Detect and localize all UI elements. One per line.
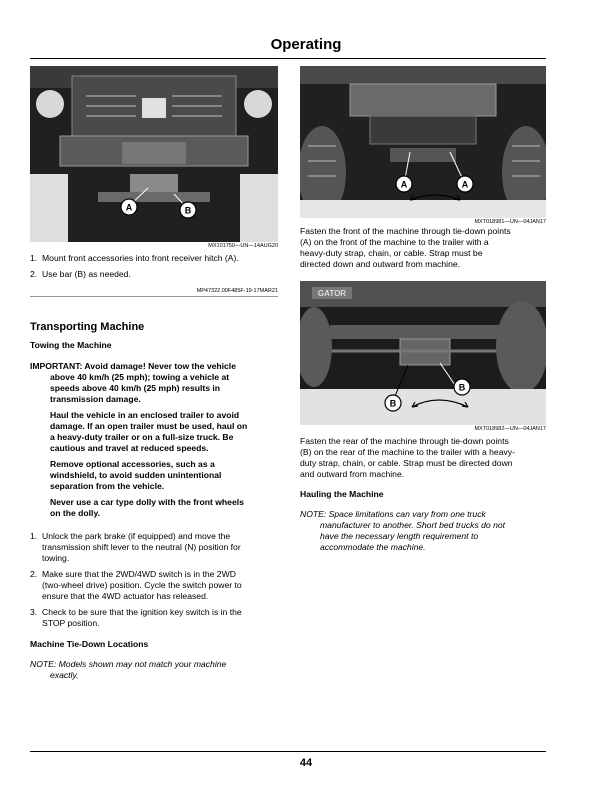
text-line: ensure that the 4WD actuator has released. <box>42 591 209 601</box>
page-number: 44 <box>299 757 313 769</box>
page-title: Operating <box>270 36 342 53</box>
step-list-accessories <box>30 253 280 280</box>
paragraph-rear-tiedown <box>300 436 552 480</box>
text-line: NOTE: Space limitations can vary from one truck <box>300 509 486 519</box>
step-number: 1. <box>30 253 38 263</box>
text-line: towing. <box>42 553 70 563</box>
text-line: windshield, to avoid sudden unintentional <box>50 470 222 480</box>
text-line: above 40 km/h (25 mph); towing a vehicle at <box>50 372 230 382</box>
text-line: separation from the vehicle. <box>50 481 165 491</box>
note <box>30 659 280 681</box>
figure-code: MXT018981—UN—04JAN17 <box>474 219 546 225</box>
figure-code: MXT018982—UN—04JAN17 <box>474 426 546 432</box>
text-line: Never use a car type dolly with the front wheels <box>50 497 244 507</box>
text-line: transmission damage. <box>50 394 141 404</box>
step-number: 3. <box>30 607 38 617</box>
note <box>300 509 552 553</box>
text-line: (two-wheel drive) position. Cycle the switch power to <box>42 580 242 590</box>
figure-front-tiedown-photo <box>300 66 546 218</box>
important-lead: IMPORTANT: Avoid damage! Never tow the vehicle <box>30 361 236 371</box>
rear-tiedown-illustration <box>300 281 546 425</box>
section-divider <box>30 296 278 297</box>
step-list-towing <box>30 531 282 629</box>
list-item <box>30 269 280 280</box>
text-line: speeds above 40 km/h (25 mph) results in <box>50 383 221 393</box>
front-tiedown-illustration <box>300 66 546 218</box>
text-line: have the necessary length requirement to <box>320 531 479 541</box>
figure-front-hitch-photo <box>30 66 278 242</box>
text-line: NOTE: Models shown may not match your machine <box>30 659 227 669</box>
title-divider <box>30 58 546 59</box>
gator-badge: GATOR <box>317 289 347 298</box>
callout-a-label: A <box>125 202 133 213</box>
text-line: accommodate the machine. <box>320 542 426 552</box>
front-hitch-illustration <box>30 66 278 242</box>
text-line: cautious and travel at reduced speeds. <box>50 443 209 453</box>
text-line: heavy-duty strap, chain, or cable. Strap must be <box>300 248 483 258</box>
callout-a-label: A <box>461 179 469 190</box>
reference-code: MP47322,00F485F-19-17MAR21 <box>196 288 278 294</box>
callout-b-label: B <box>458 382 466 393</box>
callout-b-label: B <box>389 398 397 409</box>
text-line: exactly. <box>50 670 79 680</box>
text-line: damage. If an open trailer must be used, haul on <box>50 421 248 431</box>
paragraph-front-tiedown <box>300 226 552 270</box>
step-number: 2. <box>30 269 38 279</box>
step-number: 1. <box>30 531 38 541</box>
step-number: 2. <box>30 569 38 579</box>
text-line: Check to be sure that the ignition key switch is in the <box>42 607 242 617</box>
list-item <box>30 607 282 629</box>
text-line: Unlock the park brake (if equipped) and move the <box>42 531 231 541</box>
text-line: a heavy-duty trailer or on a full-size truck. Be <box>50 432 234 442</box>
section-heading: Transporting Machine <box>30 321 145 333</box>
text-line: transmission shift lever to the neutral (N) position for <box>42 542 241 552</box>
text-line: STOP position. <box>42 618 100 628</box>
text-line: directed down and outward from machine. <box>300 259 461 269</box>
callout-a-label: A <box>400 179 408 190</box>
text-line: manufacturer to another. Short bed trucks do not <box>320 520 506 530</box>
step-text: Mount front accessories into front receiver hitch (A). <box>42 253 239 263</box>
list-item <box>30 253 280 264</box>
text-line: (A) on the front of the machine to the trailer with a <box>300 237 489 247</box>
subsection-heading: Hauling the Machine <box>300 489 384 499</box>
text-line: Haul the vehicle in an enclosed trailer to avoid <box>50 410 240 420</box>
text-line: Make sure that the 2WD/4WD switch is in the 2WD <box>42 569 236 579</box>
list-item <box>30 569 282 602</box>
subsection-heading: Towing the Machine <box>30 340 112 350</box>
figure-rear-tiedown-photo <box>300 281 546 425</box>
step-text: Use bar (B) as needed. <box>42 269 131 279</box>
text-line: and outward from machine. <box>300 469 405 479</box>
important-notice <box>30 361 280 519</box>
text-line: (B) on the rear of the machine to the trailer with a heavy- <box>300 447 515 457</box>
text-line: on the dolly. <box>50 508 100 518</box>
footer-divider <box>30 751 546 752</box>
text-line: Fasten the rear of the machine through tie-down points <box>300 436 509 446</box>
text-line: Fasten the front of the machine through tie-down points <box>300 226 511 236</box>
text-line: duty strap, chain, or cable. Strap must be directed down <box>300 458 513 468</box>
figure-code: MX101750—UN—14AUG20 <box>208 243 278 249</box>
text-line: Remove optional accessories, such as a <box>50 459 215 469</box>
subsection-heading: Machine Tie-Down Locations <box>30 639 149 649</box>
callout-b-label: B <box>184 205 192 216</box>
list-item <box>30 531 282 564</box>
